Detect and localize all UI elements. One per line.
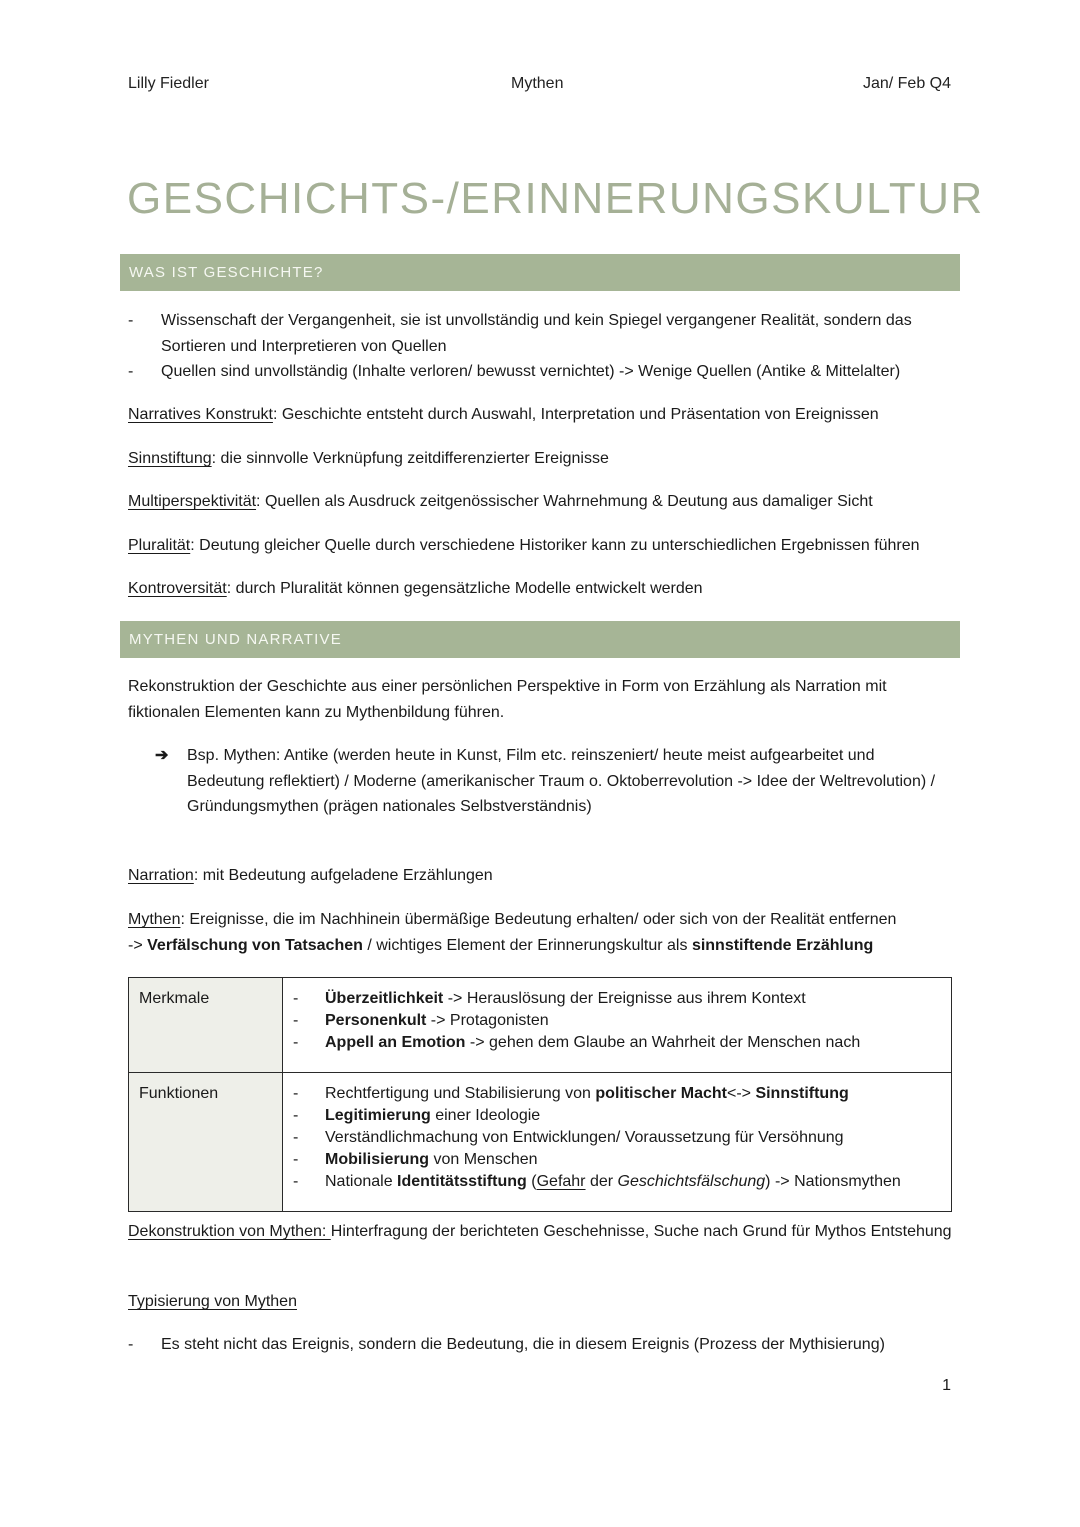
definition-narration: Narration: mit Bedeutung aufgeladene Erzählungen xyxy=(128,867,493,884)
definition-narratives-konstrukt: Narratives Konstrukt: Geschichte entsteht durch Auswahl, Interpretation und Präsentation von Ereignissen xyxy=(128,406,879,423)
definition-kontroversitaet: Kontroversität: durch Pluralität können gegensätzliche Modelle entwickelt werden xyxy=(128,580,703,597)
dash-bullet-icon: - xyxy=(293,1151,299,1168)
arrow-right-icon: ➔ xyxy=(155,747,169,764)
dash-bullet-icon: - xyxy=(293,1012,299,1029)
dash-bullet-icon: - xyxy=(293,1085,299,1102)
term: Pluralität xyxy=(128,537,191,554)
term: Kontroversität xyxy=(128,580,227,597)
definition-dekonstruktion: Dekonstruktion von Mythen: Hinterfragung der berichteten Geschehnisse, Suche nach Grund für Mythos Entstehung xyxy=(128,1223,952,1240)
dash-bullet-icon: - xyxy=(293,1129,299,1146)
term: Multiperspektivität xyxy=(128,493,257,510)
list-item: - Verständlichmachung von Entwicklungen/ Voraussetzung für Versöhnung xyxy=(293,1127,941,1149)
list-item: - Wissenschaft der Vergangenheit, sie ist unvollständig und kein Spiegel vergangener Realität, sondern das Sortieren und Interpretieren von Quellen xyxy=(128,308,958,359)
term: Mythen xyxy=(128,911,181,928)
myth-table xyxy=(128,977,952,1212)
dash-bullet-icon: - xyxy=(293,1107,299,1124)
example-item: ➔ Bsp. Mythen: Antike (werden heute in Kunst, Film etc. reinszeniert/ heute meist aufgearbeitet und Bedeutung reflektiert) / Moderne (amerikanischer Traum o. Oktoberrevolution -> Idee der Weltrevolution) / Gründungsmythen (prägen nationales Selbstverständnis) xyxy=(155,743,945,820)
list-item: - Quellen sind unvollständig (Inhalte verloren/ bewusst vernichtet) -> Wenige Quellen (Antike & Mittelalter) xyxy=(128,359,958,385)
list-item: - Legitimierung einer Ideologie xyxy=(293,1105,941,1127)
term: Dekonstruktion von Mythen: xyxy=(128,1223,331,1240)
definition-multiperspektivitaet: Multiperspektivität: Quellen als Ausdruck zeitgenössischer Wahrnehmung & Deutung aus damaliger Sicht xyxy=(128,493,873,510)
row-content xyxy=(283,1073,952,1212)
list-item: - Mobilisierung von Menschen xyxy=(293,1149,941,1171)
term: Narratives Konstrukt xyxy=(128,406,273,423)
bullet-list xyxy=(128,308,958,385)
page-number: 1 xyxy=(942,1377,951,1394)
typisierung-list xyxy=(128,1332,958,1358)
list-item: - Es steht nicht das Ereignis, sondern die Bedeutung, die in diesem Ereignis (Prozess der Mythisierung) xyxy=(128,1332,958,1358)
definition-sinnstiftung: Sinnstiftung: die sinnvolle Verknüpfung zeitdifferenzierter Ereignisse xyxy=(128,450,609,467)
dash-bullet-icon: - xyxy=(128,312,134,329)
section-heading-was-ist-geschichte: WAS IST GESCHICHTE? xyxy=(120,254,960,291)
term: Sinnstiftung xyxy=(128,450,212,467)
dash-bullet-icon: - xyxy=(293,990,299,1007)
header-date: Jan/ Feb Q4 xyxy=(862,75,951,92)
list-item: - Nationale Identitätsstiftung (Gefahr der Geschichtsfälschung) -> Nationsmythen xyxy=(293,1171,941,1193)
header-topic: Mythen xyxy=(511,75,564,92)
row-label-funktionen: Funktionen xyxy=(129,1073,283,1212)
section-heading-mythen-und-narrative: MYTHEN UND NARRATIVE xyxy=(120,621,960,658)
page-title: GESCHICHTS-/ERINNERUNGSKULTUR xyxy=(127,174,984,223)
dash-bullet-icon: - xyxy=(128,1336,134,1353)
dash-bullet-icon: - xyxy=(128,363,134,380)
list-item: - Appell an Emotion -> gehen dem Glaube an Wahrheit der Menschen nach xyxy=(293,1032,941,1054)
row-content xyxy=(283,978,952,1073)
intro-paragraph: Rekonstruktion der Geschichte aus einer persönlichen Perspektive in Form von Erzählung als Narration mit fiktionalen Elementen kann zu Mythenbildung führen. xyxy=(128,678,887,721)
dash-bullet-icon: - xyxy=(293,1034,299,1051)
list-item: - Rechtfertigung und Stabilisierung von politischer Macht<-> Sinnstiftung xyxy=(293,1083,941,1105)
term: Narration xyxy=(128,867,194,884)
table-row xyxy=(129,978,952,1073)
dash-bullet-icon: - xyxy=(293,1173,299,1190)
typisierung-heading: Typisierung von Mythen xyxy=(128,1293,297,1310)
table-row xyxy=(129,1073,952,1212)
list-item: - Personenkult -> Protagonisten xyxy=(293,1010,941,1032)
header-author: Lilly Fiedler xyxy=(128,75,209,92)
list-item: - Überzeitlichkeit -> Herauslösung der Ereignisse aus ihrem Kontext xyxy=(293,988,941,1010)
definition-pluralitaet: Pluralität: Deutung gleicher Quelle durch verschiedene Historiker kann zu unterschiedlichen Ergebnissen führen xyxy=(128,537,920,554)
definition-mythen: Mythen: Ereignisse, die im Nachhinein übermäßige Bedeutung erhalten/ oder sich von der Realität entfernen -> Verfälschung von Tatsachen / wichtiges Element der Erinnerungskultur als sinnstiftende Erzählung xyxy=(128,911,897,954)
row-label-merkmale: Merkmale xyxy=(129,978,283,1073)
